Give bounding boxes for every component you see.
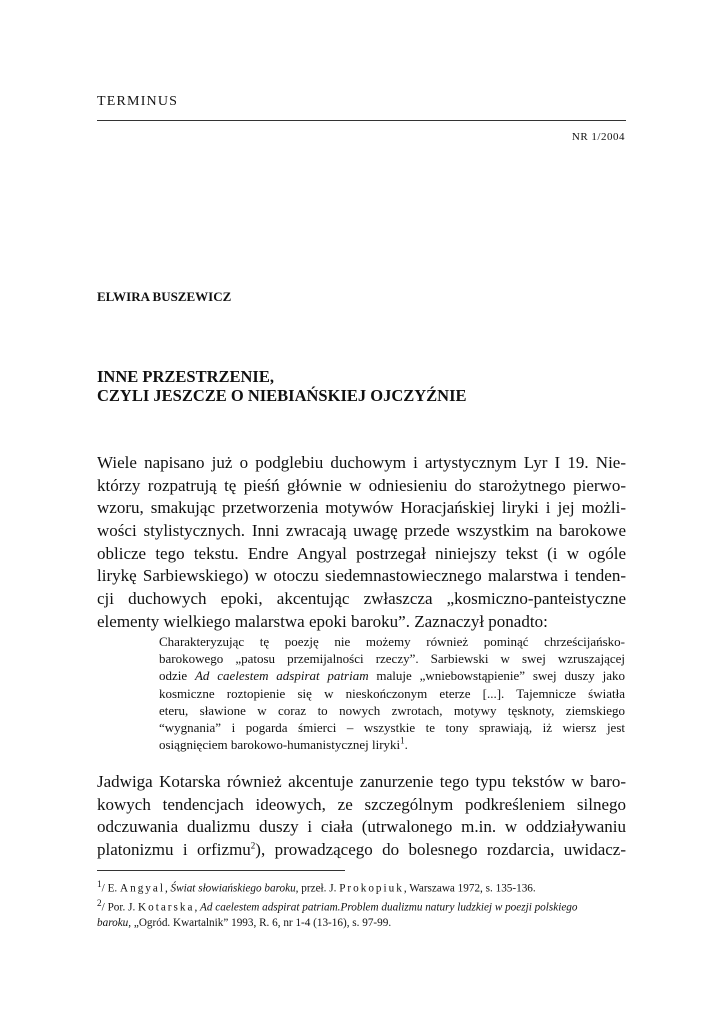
footnote-separator <box>97 870 345 871</box>
text-line: Wiele napisano już o podglebiu duchowym i artystycznym Lyr I 19. Nie- <box>97 453 626 472</box>
footnote-title: Ad caelestem adspirat patriam. <box>200 901 341 914</box>
quote-line: kosmiczne roztopienie się w nieskończonym eterze [...]. Tajemnicze światła <box>159 685 625 701</box>
text-line <box>97 839 626 862</box>
footnote-mark: 2 <box>97 899 102 910</box>
issue-number: NR 1/2004 <box>571 131 625 143</box>
footnote-2 <box>97 897 626 916</box>
footnote-text: / Por. J. <box>101 901 139 914</box>
quote-line: “wygnania” i pogarda śmierci – wszystkie te tony sprawiają, iż wiersz jest <box>159 719 625 735</box>
footnote-title: Problem dualizmu natury ludzkiej w poezji polskiego <box>340 901 578 914</box>
header-rule <box>97 120 626 121</box>
text-line: kowych tendencjach ideowych, ze szczególnym podkreśleniem silnego <box>97 794 626 814</box>
text-line: wzoru, smakując przetworzenia motywów Horacjańskiej liryki i jej możli- <box>97 498 626 518</box>
quote-line <box>159 667 625 684</box>
quote-text: maluje „wniebowstąpienie” swej duszy jako <box>368 668 625 684</box>
footnote-author: Kotarska <box>138 901 195 914</box>
quote-text: . <box>404 737 408 753</box>
text-line: wości stylistycznych. Inni zwracają uwagę przede wszystkim na barokowe <box>97 521 626 541</box>
text-line: odczuwania dualizmu duszy i ciała (utrwalonego m.in. w oddziaływaniu <box>97 817 626 837</box>
quote-line: Charakteryzując tę poezję nie możemy również pominąć chrześcijańsko- <box>159 634 625 649</box>
text-line: którzy rozpatrują tę pieśń głównie w odniesieniu do starożytnego pierwo- <box>97 475 626 495</box>
title-line: CZYLI JESZCZE O NIEBIAŃSKIEJ OJCZYŹNIE <box>97 386 467 405</box>
paragraph-2 <box>97 771 626 862</box>
quote-text: odzie <box>159 668 195 684</box>
journal-name: TERMINUS <box>97 94 179 109</box>
article-title <box>97 367 467 405</box>
footnote-text: „Ogród. Kwartalnik” 1993, R. 6, nr 1-4 (13-16), s. 97-99. <box>131 917 392 930</box>
paragraph-1 <box>97 452 626 634</box>
quote-line: barokowego „patosu przemijalności rzeczy”. Sarbiewski w swej wzruszającej <box>159 651 625 667</box>
footnote-ref: 1 <box>400 735 405 746</box>
title-line: INNE PRZESTRZENIE, <box>97 367 274 386</box>
footnote-ref: 2 <box>250 840 256 851</box>
text-line: lirykę Sarbiewskiego) w otoczu siedemnastowiecznego malarstwa i tenden- <box>97 566 626 586</box>
footnote-title: Świat słowiańskiego baroku, <box>170 882 299 895</box>
footnote-text: przeł. J. <box>298 882 340 895</box>
text-line: oblicze tego tekstu. Endre Angyal postrzegał niniejszy tekst (i w ogóle <box>97 543 626 563</box>
text-span: ), prowadzącego do bolesnego rozdarcia, uwidacz- <box>255 840 626 860</box>
footnote-text: , <box>194 901 201 914</box>
quote-line: eteru, sławione w coraz to nowych zwrotach, motywy tęsknoty, ziemskiego <box>159 702 625 718</box>
quote-text: osiągnięciem barokowo-humanistycznej liryki <box>159 737 401 753</box>
footnotes <box>97 878 626 931</box>
quote-line <box>159 736 625 753</box>
footnote-text: / E. <box>101 882 121 895</box>
text-line: Jadwiga Kotarska również akcentuje zanurzenie tego typu tekstów w baro- <box>97 772 626 791</box>
footnote-title: baroku, <box>97 917 132 930</box>
footnote-text: , Warszawa 1972, s. 135-136. <box>403 882 536 895</box>
footnote-2-cont <box>97 916 626 931</box>
text-line: elementy wielkiego malarstwa epoki baroku”. Zaznaczył ponadto: <box>97 611 548 631</box>
footnote-translator: Prokopiuk <box>339 882 404 895</box>
footnote-1 <box>97 878 626 897</box>
text-line: cji duchowych epoki, akcentując zwłaszcza „kosmiczno-panteistyczne <box>97 589 626 609</box>
footnote-author: Angyal <box>120 882 165 895</box>
text-span: platonizmu i orfizmu <box>97 840 251 860</box>
footnote-text: , <box>164 882 171 895</box>
quote-italic-title: Ad caelestem adspirat patriam <box>194 668 369 684</box>
article-author: ELWIRA BUSZEWICZ <box>97 289 232 304</box>
block-quote <box>159 633 625 753</box>
footnote-mark: 1 <box>97 880 102 890</box>
